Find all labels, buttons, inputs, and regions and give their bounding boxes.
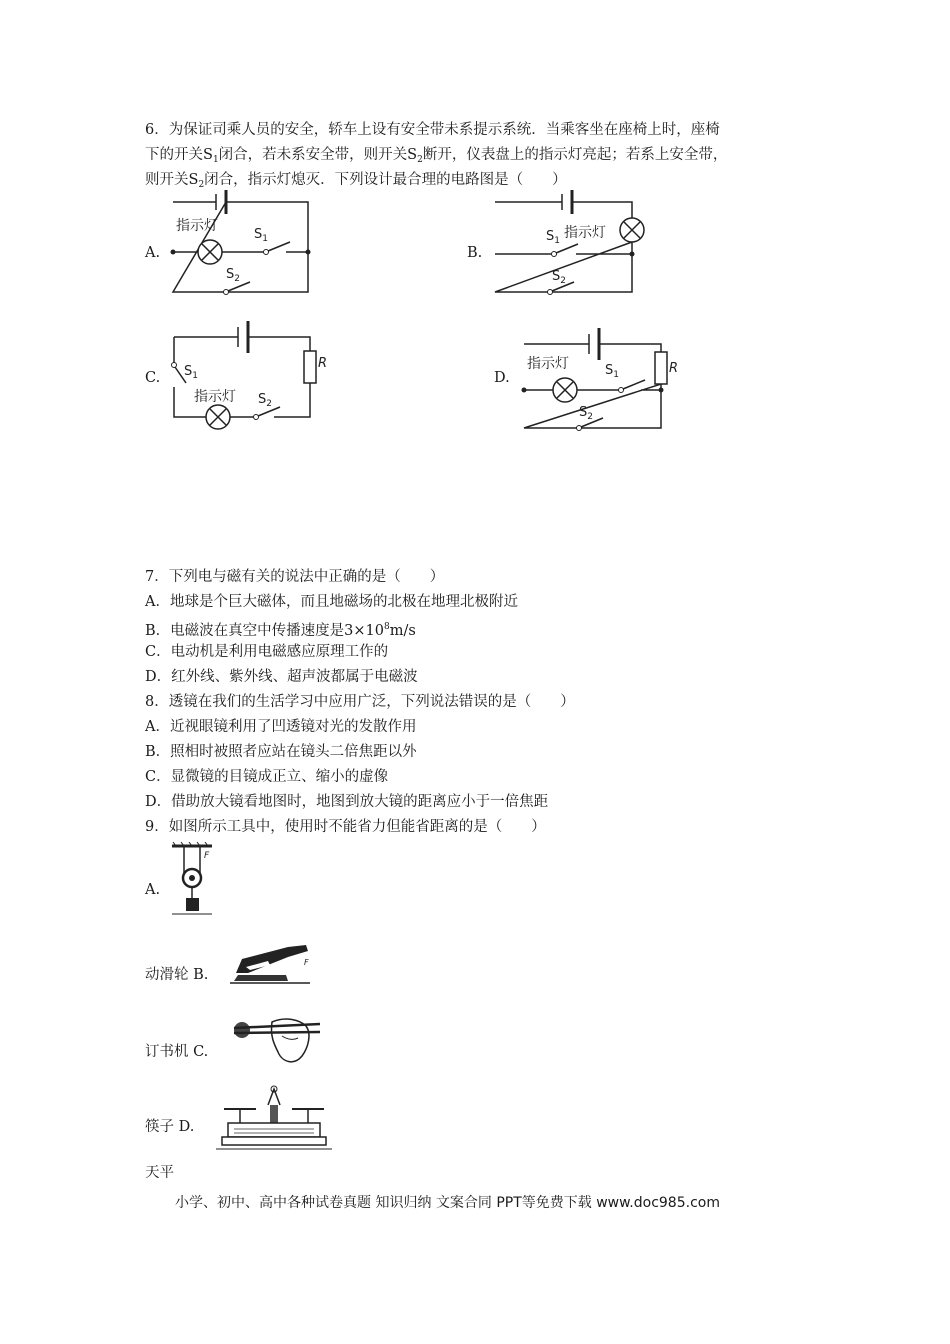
q9-option-c-line: 订书机 C. bbox=[145, 1044, 209, 1060]
q7-option-b: B．电磁波在真空中传播速度是$3\times 10^8m/s$ bbox=[145, 622, 416, 639]
chopsticks-image bbox=[228, 1012, 324, 1068]
resistor-label: R bbox=[669, 361, 679, 376]
q7-option-c: C．电动机是利用电磁感应原理工作的 bbox=[145, 644, 389, 660]
circuit-diagram-b bbox=[492, 190, 652, 300]
lamp-label: 指示灯 bbox=[527, 356, 569, 372]
svg-text:S1: $S_1$ bbox=[546, 229, 560, 246]
q6-option-d-label: D. bbox=[494, 370, 510, 386]
q8-option-c: C．显微镜的目镜成正立、缩小的虚像 bbox=[145, 769, 389, 785]
q6-line1: 6．为保证司乘人员的安全，轿车上设有安全带未系提示系统．当乘客坐在座椅上时，座椅 bbox=[145, 122, 720, 138]
pulley-image bbox=[168, 842, 216, 916]
resistor-label: R bbox=[318, 356, 328, 371]
page-footer: 小学、初中、高中各种试卷真题 知识归纳 文案合同 PPT等免费下载 www.doc985.com bbox=[175, 1195, 720, 1211]
q9-option-d-line: 筷子 D. bbox=[145, 1119, 195, 1135]
balance-image bbox=[216, 1085, 332, 1153]
lamp-label: 指示灯 bbox=[176, 218, 218, 234]
caption-chopsticks: 筷子 bbox=[145, 1119, 174, 1135]
force-label: F bbox=[204, 851, 210, 861]
caption-balance: 天平 bbox=[145, 1165, 174, 1181]
q8-option-a: A．近视眼镜利用了凹透镜对光的发散作用 bbox=[145, 719, 417, 735]
circuit-diagram-d bbox=[519, 322, 679, 434]
circuit-diagram-c bbox=[168, 315, 328, 435]
q6-line3: 则开关$S_2$闭合，指示灯熄灭．下列设计最合理的电路图是（ ） bbox=[145, 172, 567, 190]
q6-option-a-label: A. bbox=[145, 245, 161, 261]
q9-stem: 9．如图所示工具中，使用时不能省力但能省距离的是（ ） bbox=[145, 819, 546, 835]
svg-text:S2: $S_2$ bbox=[258, 392, 272, 409]
svg-text:S1: $S_1$ bbox=[184, 364, 198, 381]
svg-text:S1: $S_1$ bbox=[254, 227, 268, 244]
svg-text:S1: $S_1$ bbox=[605, 363, 619, 380]
force-label: F bbox=[304, 958, 309, 967]
q9-option-b-line: 动滑轮 B. bbox=[145, 967, 209, 983]
svg-text:S2: $S_2$ bbox=[552, 269, 566, 286]
caption-pulley: 动滑轮 bbox=[145, 967, 189, 983]
q8-option-d: D．借助放大镜看地图时，地图到放大镜的距离应小于一倍焦距 bbox=[145, 794, 549, 810]
caption-stapler: 订书机 bbox=[145, 1044, 189, 1060]
q7-option-a: A．地球是个巨大磁体，而且地磁场的北极在地理北极附近 bbox=[145, 594, 518, 610]
lamp-label: 指示灯 bbox=[194, 389, 236, 405]
circuit-diagram-a bbox=[168, 190, 318, 300]
svg-text:S2: $S_2$ bbox=[226, 267, 240, 284]
stapler-image bbox=[228, 937, 312, 987]
q6-line2: 下的开关$S_1$闭合，若未系安全带，则开关$S_2$断开，仪表盘上的指示灯亮起；若系上安全带， bbox=[145, 147, 728, 165]
q7-option-d: D．红外线、紫外线、超声波都属于电磁波 bbox=[145, 669, 418, 685]
q6-option-c-label: C. bbox=[145, 370, 161, 386]
q8-option-b: B．照相时被照者应站在镜头二倍焦距以外 bbox=[145, 744, 417, 760]
lamp-label: 指示灯 bbox=[564, 225, 606, 241]
q6-option-b-label: B. bbox=[467, 245, 483, 261]
q8-stem: 8．透镜在我们的生活学习中应用广泛，下列说法错误的是（ ） bbox=[145, 694, 575, 710]
q7-stem: 7．下列电与磁有关的说法中正确的是（ ） bbox=[145, 569, 445, 585]
q9-option-a-label: A. bbox=[145, 882, 161, 898]
svg-text:S2: $S_2$ bbox=[579, 405, 593, 422]
